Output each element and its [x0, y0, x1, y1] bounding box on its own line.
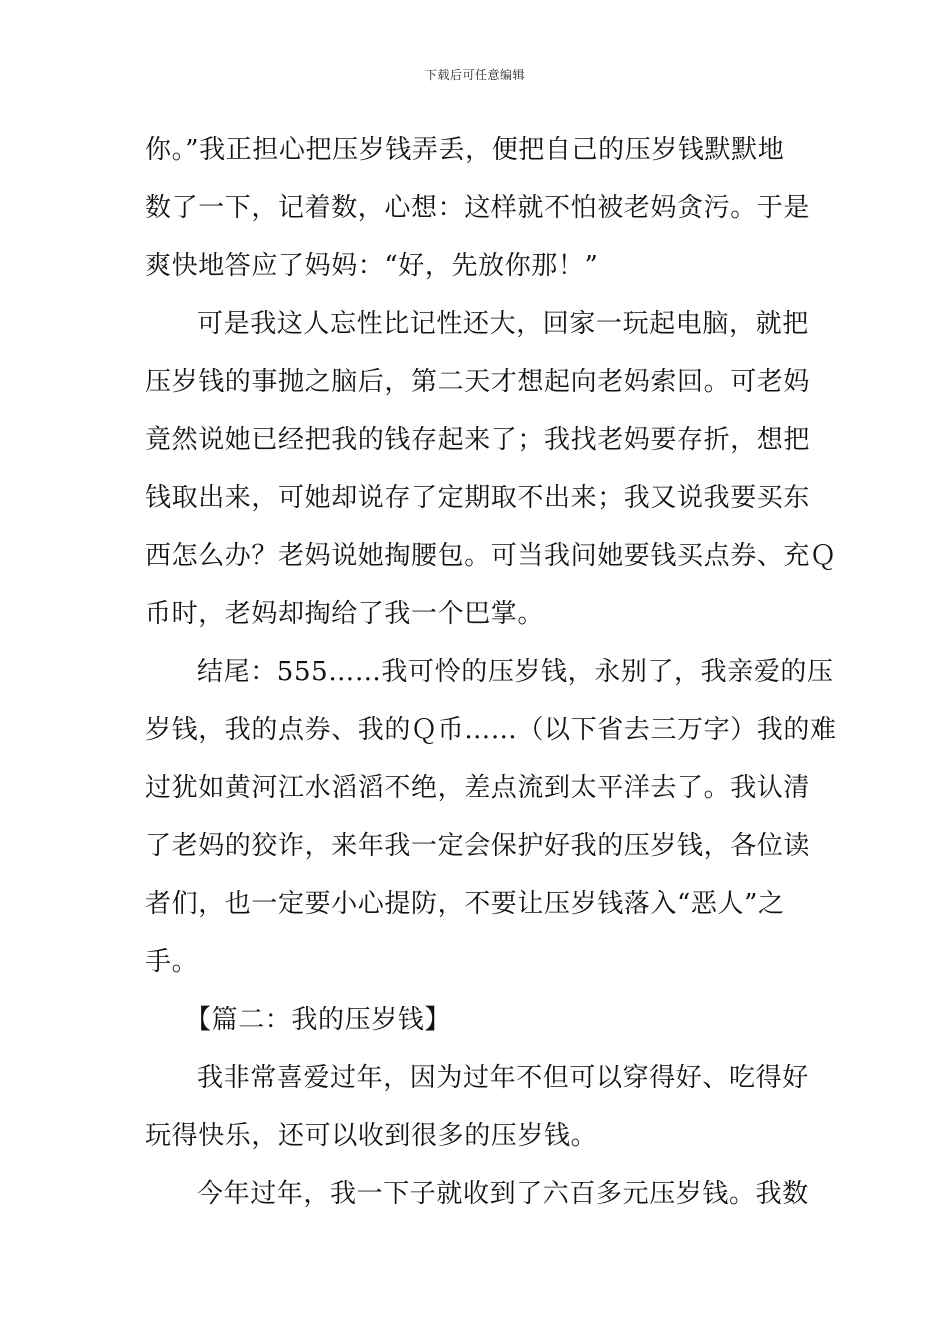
- text-line-4: 可是我这人忘性比记性还大，回家一玩起电脑，就把: [197, 309, 809, 339]
- text-line-18: 玩得快乐，还可以收到很多的压岁钱。: [145, 1121, 598, 1151]
- text-line-10: 结尾：555……我可怜的压岁钱，永别了，我亲爱的压: [197, 657, 834, 687]
- text-line-2: 数了一下，记着数，心想：这样就不怕被老妈贪污。于是: [145, 193, 811, 223]
- text-line-17: 我非常喜爱过年，因为过年不但可以穿得好、吃得好: [197, 1063, 809, 1093]
- text-line-5: 压岁钱的事抛之脑后，第二天才想起向老妈索回。可老妈: [145, 367, 811, 397]
- text-line-6: 竟然说她已经把我的钱存起来了；我找老妈要存折，想把: [145, 425, 811, 455]
- page-header: 下载后可任意编辑: [424, 68, 525, 82]
- text-line-8: 西怎么办？老妈说她掏腰包。可当我问她要钱买点券、充Ｑ: [145, 541, 837, 571]
- section-heading: 【篇二：我的压岁钱】: [185, 1005, 452, 1035]
- text-line-3: 爽快地答应了妈妈：“好，先放你那！”: [145, 251, 599, 281]
- text-line-19: 今年过年，我一下子就收到了六百多元压岁钱。我数: [197, 1179, 809, 1209]
- text-line-14: 者们，也一定要小心提防，不要让压岁钱落入“恶人”之: [145, 889, 785, 919]
- text-line-7: 钱取出来，可她却说存了定期取不出来；我又说我要买东: [145, 483, 811, 513]
- text-line-13: 了老妈的狡诈，来年我一定会保护好我的压岁钱，各位读: [145, 831, 811, 861]
- text-line-15: 手。: [145, 947, 199, 977]
- text-line-1: 你。”我正担心把压岁钱弄丢，便把自己的压岁钱默默地: [145, 135, 785, 165]
- text-line-12: 过犹如黄河江水滔滔不绝，差点流到太平洋去了。我认清: [145, 773, 811, 803]
- text-line-11: 岁钱，我的点券、我的Ｑ币……（以下省去三万字）我的难: [145, 715, 837, 745]
- text-line-9: 币时，老妈却掏给了我一个巴掌。: [145, 599, 545, 629]
